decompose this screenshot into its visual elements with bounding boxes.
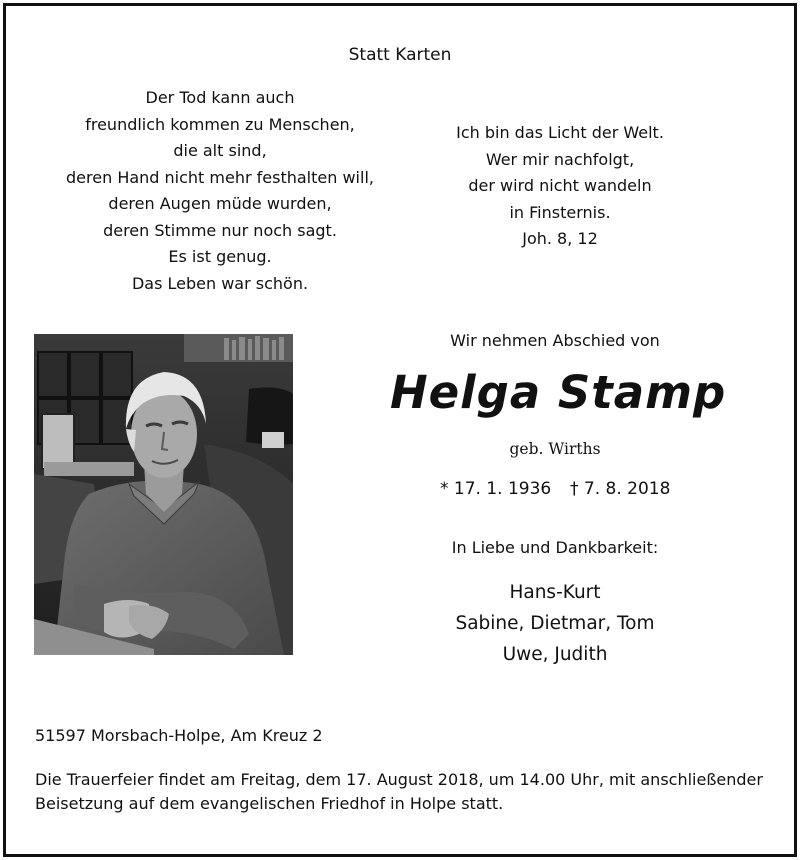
header-title: Statt Karten	[348, 45, 452, 65]
poem-line: die alt sind,	[173, 141, 267, 160]
mourner-line: Sabine, Dietmar, Tom	[455, 613, 655, 634]
mourner-line: Hans-Kurt	[509, 582, 601, 603]
poem-line: Das Leben war schön.	[131, 273, 309, 293]
portrait-photo	[34, 334, 293, 655]
poem-left	[40, 85, 400, 297]
mourners-list	[400, 577, 710, 670]
verse-line: in Finsternis.	[509, 202, 611, 222]
address: 51597 Morsbach-Holpe, Am Kreuz 2	[35, 726, 323, 745]
dedication: In Liebe und Dankbarkeit:	[451, 538, 659, 557]
verse-line: der wird nicht wandeln	[468, 176, 652, 195]
poem-line: deren Augen müde wurden,	[108, 194, 332, 213]
birth-date: * 17. 1. 1936	[440, 479, 552, 499]
verse-reference: Joh. 8, 12	[522, 229, 598, 248]
poem-line: Es ist genug.	[168, 247, 272, 266]
poem-line: deren Hand nicht mehr festhalten will,	[66, 167, 374, 187]
death-date: † 7. 8. 2018	[570, 479, 671, 499]
poem-line: freundlich kommen zu Menschen,	[85, 114, 355, 134]
bible-verse	[440, 120, 680, 253]
mourner-line: Uwe, Judith	[502, 644, 608, 665]
deceased-name: Helga Stamp	[390, 366, 727, 419]
poem-line: deren Stimme nur noch sagt.	[103, 220, 337, 240]
farewell-intro: Wir nehmen Abschied von	[450, 331, 660, 350]
maiden-name: geb. Wirths	[509, 440, 601, 458]
verse-line: Wer mir nachfolgt,	[485, 149, 635, 169]
ceremony-info: Die Trauerfeier findet am Freitag, dem 17. August 2018, um 14.00 Uhr, mit anschließender Beisetzung auf dem evangelischen Friedhof in Holpe statt.	[35, 770, 763, 813]
verse-line: Ich bin das Licht der Welt.	[456, 123, 664, 142]
poem-line: Der Tod kann auch	[145, 88, 295, 107]
